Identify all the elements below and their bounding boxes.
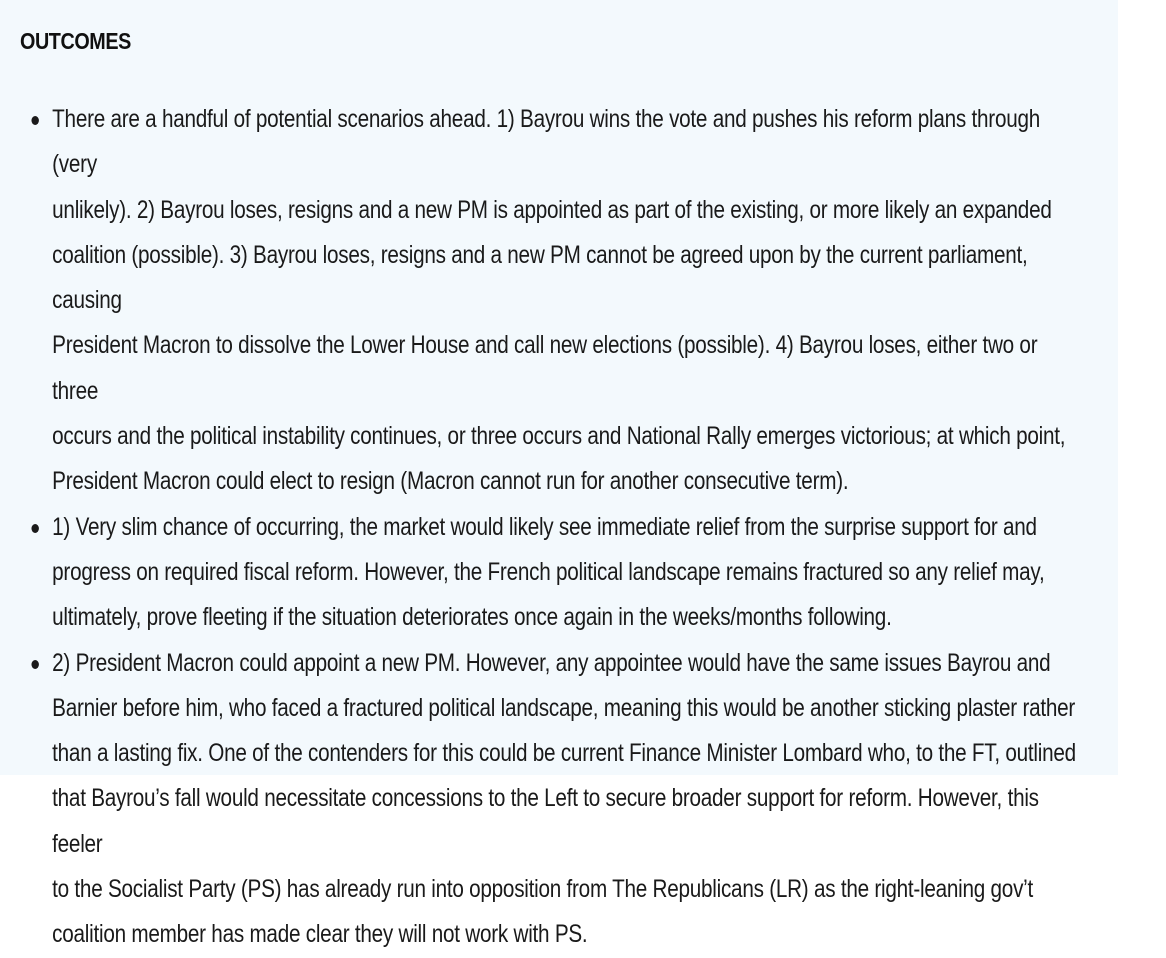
outcomes-bullet-list xyxy=(0,97,1076,958)
bullet-text-line: coalition (possible). 3) Bayrou loses, resigns and a new PM cannot be agreed upon by the current parliament, causing xyxy=(52,240,1028,315)
page-margin xyxy=(1118,0,1166,775)
bullet-text-line: unlikely). 2) Bayrou loses, resigns and a new PM is appointed as part of the existing, or more likely an expanded xyxy=(52,195,1052,224)
bullet-dot-icon xyxy=(31,524,38,533)
bullet-item xyxy=(0,641,1076,958)
bullet-text-line: 2) President Macron could appoint a new PM. However, any appointee would have the same issues Bayrou and xyxy=(52,648,1051,677)
section-heading: OUTCOMES xyxy=(20,28,131,54)
bullet-text-line: President Macron could elect to resign (Macron cannot run for another consecutive term). xyxy=(52,467,849,496)
bullet-text-line: coalition member has made clear they will not work with PS. xyxy=(52,920,588,949)
bullet-text-line: There are a handful of potential scenarios ahead. 1) Bayrou wins the vote and pushes his reform plans through (very xyxy=(52,105,1041,179)
bullet-text-line: than a lasting fix. One of the contenders for this could be current Finance Minister Lombard who, to the FT, outlined xyxy=(52,739,1076,768)
bullet-item xyxy=(0,97,1076,505)
bullet-text-line: occurs and the political instability continues, or three occurs and National Rally emerges victorious; at which point, xyxy=(52,422,1066,451)
bullet-dot-icon xyxy=(31,660,38,669)
bullet-text-line: progress on required fiscal reform. However, the French political landscape remains fractured so any relief may, xyxy=(52,557,1045,586)
bullet-text-line: to the Socialist Party (PS) has already run into opposition from The Republicans (LR) as the right-leaning gov’t xyxy=(52,875,1034,904)
bullet-text-line: 1) Very slim chance of occurring, the market would likely see immediate relief from the surprise support for and xyxy=(52,512,1037,541)
bullet-text-line: President Macron to dissolve the Lower House and call new elections (possible). 4) Bayrou loses, either two or three xyxy=(52,331,1038,405)
bullet-dot-icon xyxy=(31,116,38,125)
bullet-text-line: that Bayrou’s fall would necessitate concessions to the Left to secure broader support for reform. However, this feeler xyxy=(52,784,1039,858)
bullet-item xyxy=(0,505,1076,641)
bullet-text-line: Barnier before him, who faced a fractured political landscape, meaning this would be another sticking plaster rather xyxy=(52,693,1076,722)
bullet-text-line: ultimately, prove fleeting if the situation deteriorates once again in the weeks/months following. xyxy=(52,603,892,632)
